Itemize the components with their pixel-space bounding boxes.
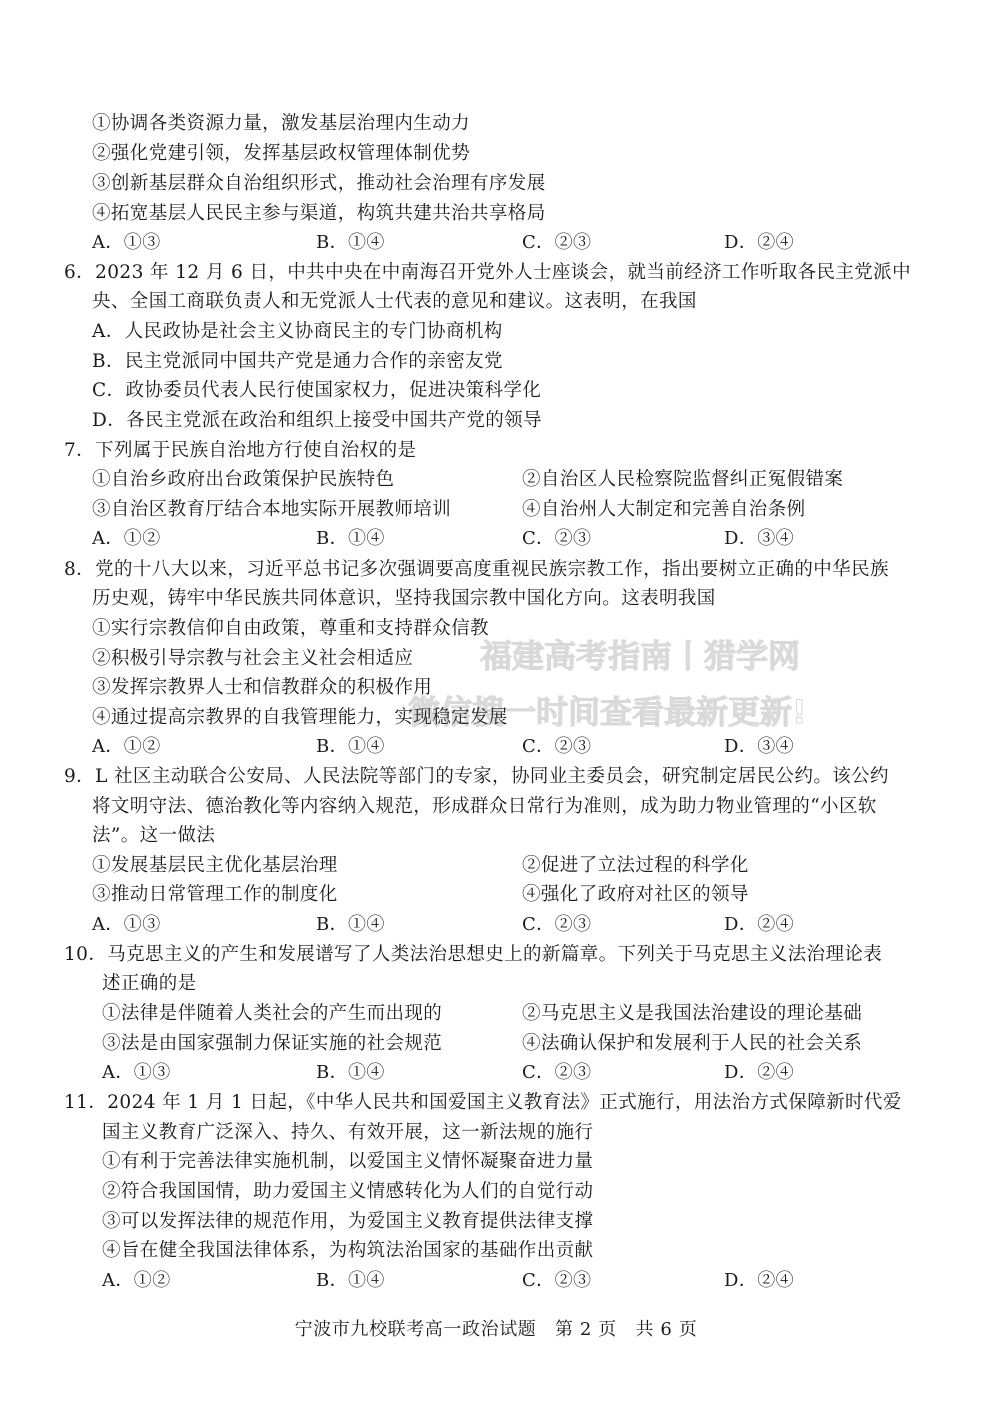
watermark-line-1: 福建高考指南丨猎学网: [480, 637, 801, 675]
q10-choice-b: B．①④: [316, 1062, 385, 1083]
q9-item-4: ④强化了政府对社区的领导: [522, 884, 749, 905]
q9-stem-line-1: 9．L 社区主动联合公安局、人民法院等部门的专家，协同业主委员会，研究制定居民公约。该公约: [64, 766, 889, 787]
q7-choice-c: C．②③: [522, 528, 592, 549]
q6-stem-line-1: 6．2023 年 12 月 6 日，中共中央在中南海召开党外人士座谈会，就当前经济工作听取各民主党派中: [64, 262, 911, 283]
q10-item-1: ①法律是伴随着人类社会的产生而出现的: [102, 1003, 443, 1024]
q7-stem: 7．下列属于民族自治地方行使自治权的是: [64, 440, 417, 461]
q11-choice-c: C．②③: [522, 1270, 592, 1291]
q7-choice-d: D．③④: [724, 528, 795, 549]
q8-stem-line-1: 8．党的十八大以来，习近平总书记多次强调要高度重视民族宗教工作，指出要树立正确的中华民族: [64, 559, 889, 580]
q6-stem-line-2: 央、全国工商联负责人和无党派人士代表的意见和建议。这表明，在我国: [92, 291, 697, 312]
q8-stem-line-2: 历史观，铸牢中华民族共同体意识，坚持我国宗教中国化方向。这表明我国: [92, 588, 716, 609]
q6-choice-a: A．人民政协是社会主义协商民主的专门协商机构: [92, 321, 503, 342]
q9-item-1: ①发展基层民主优化基层治理: [92, 855, 338, 876]
q9-item-3: ③推动日常管理工作的制度化: [92, 884, 338, 905]
q8-choice-c: C．②③: [522, 736, 592, 757]
q10-stem-line-1: 10．马克思主义的产生和发展谱写了人类法治思想史上的新篇章。下列关于马克思主义法治理论表: [64, 944, 883, 965]
q5-item-2: ②强化党建引领，发挥基层政权管理体制优势: [92, 143, 471, 164]
q7-choice-b: B．①④: [316, 528, 385, 549]
q9-choice-a: A．①③: [92, 914, 161, 935]
q10-choice-c: C．②③: [522, 1062, 592, 1083]
q11-choice-a: A．①②: [102, 1270, 171, 1291]
q11-choice-b: B．①④: [316, 1270, 385, 1291]
q10-stem-line-2: 述正确的是: [102, 973, 197, 994]
q9-stem-line-3: 法”。这一做法: [92, 825, 216, 846]
q6-choice-b: B．民主党派同中国共产党是通力合作的亲密友党: [92, 351, 503, 372]
q5-item-1: ①协调各类资源力量，激发基层治理内生动力: [92, 113, 471, 134]
q7-item-2: ②自治区人民检察院监督纠正冤假错案: [522, 469, 844, 490]
q5-choice-b: B．①④: [316, 232, 385, 253]
q7-item-4: ④自治州人大制定和完善自治条例: [522, 499, 806, 520]
q11-item-3: ③可以发挥法律的规范作用，为爱国主义教育提供法律支撑: [102, 1211, 594, 1232]
q8-item-4: ④通过提高宗教界的自我管理能力，实现稳定发展: [92, 707, 508, 728]
q9-choice-b: B．①④: [316, 914, 385, 935]
q10-choice-d: D．②④: [724, 1062, 795, 1083]
q7-choice-a: A．①②: [92, 528, 161, 549]
q5-choice-c: C．②③: [522, 232, 592, 253]
watermark-line-2: 微信搜一时间查看最新更新!: [408, 693, 807, 731]
q11-stem-line-1: 11．2024 年 1 月 1 日起，《中华人民共和国爱国主义教育法》正式施行，用法治方式保障新时代爱: [64, 1092, 902, 1113]
q10-item-3: ③法是由国家强制力保证实施的社会规范: [102, 1033, 443, 1054]
q8-item-1: ①实行宗教信仰自由政策，尊重和支持群众信教: [92, 618, 489, 639]
q10-item-4: ④法确认保护和发展利于人民的社会关系: [522, 1033, 863, 1054]
q8-item-3: ③发挥宗教界人士和信教群众的积极作用: [92, 677, 433, 698]
q10-choice-a: A．①③: [102, 1062, 171, 1083]
q6-choice-d: D．各民主党派在政治和组织上接受中国共产党的领导: [92, 410, 542, 431]
q7-item-3: ③自治区教育厅结合本地实际开展教师培训: [92, 499, 452, 520]
q10-item-2: ②马克思主义是我国法治建设的理论基础: [522, 1003, 863, 1024]
q5-choice-a: A．①③: [92, 232, 161, 253]
q5-item-3: ③创新基层群众自治组织形式，推动社会治理有序发展: [92, 173, 546, 194]
q11-item-1: ①有利于完善法律实施机制，以爱国主义情怀凝聚奋进力量: [102, 1151, 594, 1172]
q11-choice-d: D．②④: [724, 1270, 795, 1291]
q9-choice-d: D．②④: [724, 914, 795, 935]
q6-choice-c: C．政协委员代表人民行使国家权力，促进决策科学化: [92, 380, 542, 401]
q8-item-2: ②积极引导宗教与社会主义社会相适应: [92, 648, 414, 669]
q5-choice-d: D．②④: [724, 232, 795, 253]
q8-choice-d: D．③④: [724, 736, 795, 757]
q11-item-2: ②符合我国国情，助力爱国主义情感转化为人们的自觉行动: [102, 1181, 594, 1202]
q9-choice-c: C．②③: [522, 914, 592, 935]
q11-item-4: ④旨在健全我国法律体系，为构筑法治国家的基础作出贡献: [102, 1240, 594, 1261]
q7-item-1: ①自治乡政府出台政策保护民族特色: [92, 469, 395, 490]
q9-item-2: ②促进了立法过程的科学化: [522, 855, 749, 876]
q11-stem-line-2: 国主义教育广泛深入、持久、有效开展，这一新法规的施行: [102, 1122, 594, 1143]
q8-choice-b: B．①④: [316, 736, 385, 757]
q9-stem-line-2: 将文明守法、德治教化等内容纳入规范，形成群众日常行为准则，成为助力物业管理的“小区软: [92, 796, 877, 817]
q8-choice-a: A．①②: [92, 736, 161, 757]
q5-item-4: ④拓宽基层人民民主参与渠道，构筑共建共治共享格局: [92, 203, 546, 224]
page-footer: 宁波市九校联考高一政治试题 第 2 页 共 6 页: [294, 1319, 698, 1340]
